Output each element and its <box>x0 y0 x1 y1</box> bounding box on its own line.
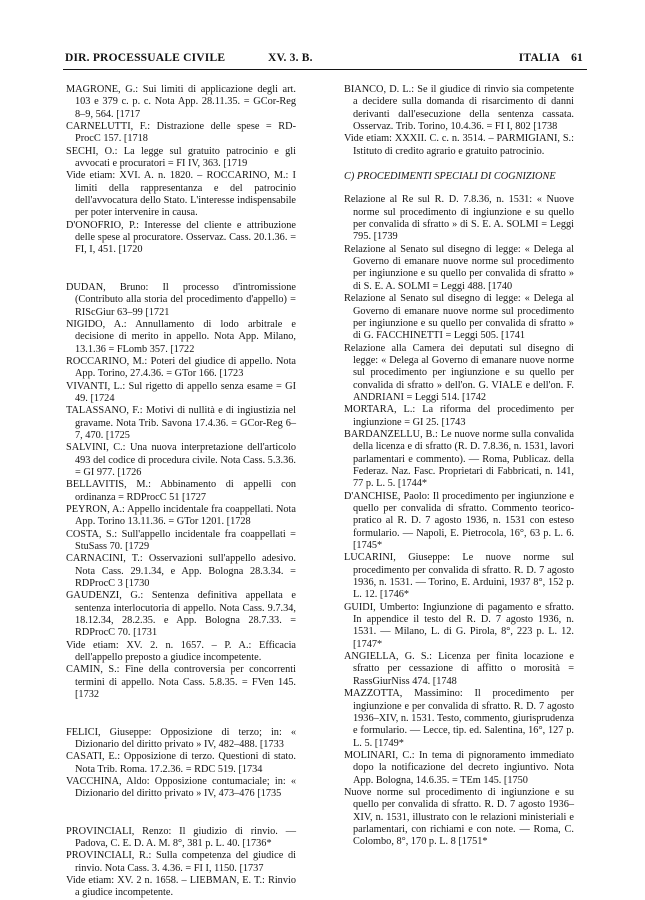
bibliography-entry: BIANCO, D. L.: Se il giudice di rinvio sia competente a decidere sulla domanda di risarcimento di danni derivanti dall'esecuzione della sentenza cassata. Osservaz. Trib. Torino, 10.4.36. = FI I, 802 [1738 <box>344 84 574 133</box>
bibliography-entry: BELLAVITIS, M.: Abbinamento di appelli con ordinanza = RDProcC 51 [1727 <box>66 479 296 503</box>
bibliography-entry: PEYRON, A.: Appello incidentale fra coappellati. Nota App. Torino 13.11.36. = GTor 1201. [1728 <box>66 504 296 528</box>
bibliography-entry: GAUDENZI, G.: Sentenza definitiva appellata e sentenza interlocutoria di appello. Nota Cass. 9.7.34, 18.12.34, 28.2.35. e App. Bologna 28.7.33. = RDProcC 70. [1731 <box>66 590 296 639</box>
running-head-classification: XV. 3. B. <box>268 52 313 64</box>
section-heading: C) PROCEDIMENTI SPECIALI DI COGNIZIONE <box>344 171 556 183</box>
bibliography-entry: Vide etiam: XV. 2 n. 1658. – LIEBMAN, E. T.: Rinvio a giudice incompetente. <box>66 874 296 899</box>
bibliography-entry: Relazione alla Camera dei deputati sul disegno di legge: « Delega al Governo di emanare nuove norme sul procedimento per ingiunzione e su quello per convalida di sfratto » dell'on. G. VIALE e dell'on. F. ANDRIANI = Leggi 514. [1742 <box>344 342 574 403</box>
bibliography-entry: VACCHINA, Aldo: Opposizione contumaciale; in: « Dizionario del diritto privato » IV, 473–476 [1735 <box>66 775 296 800</box>
bibliography-entry: PROVINCIALI, R.: Sulla competenza del giudice di rinvio. Nota Cass. 3. 4.36. = FI I, 1150. [1737 <box>66 850 296 874</box>
bibliography-entry: MOLINARI, C.: In tema di pignoramento immediato dopo la notificazione del decreto ingiuntivo. Nota App. Bologna, 14.6.35. = TEm 145. [1750 <box>344 749 574 786</box>
bibliography-entry: COSTA, S.: Sull'appello incidentale fra coappellati = StuSass 70. [1729 <box>66 528 296 553</box>
right-column-entries <box>344 84 574 158</box>
bibliography-entry: VIVANTI, L.: Sul rigetto di appello senza esame = GI 49. [1724 <box>66 380 296 404</box>
bibliography-entry: CAMIN, S.: Fine della controversia per concorrenti termini di appello. Nota Cass. 5.8.35. = FVen 145. [1732 <box>66 664 296 701</box>
bibliography-entry: Relazione al Senato sul disegno di legge: « Delega al Governo di emanare nuove norme sul procedimento per ingiunzione e su quello per convalida di sfratto » di S. E. A. SOLMI = Leggi 488. [1740 <box>344 243 574 292</box>
bibliography-entry: D'ANCHISE, Paolo: Il procedimento per ingiunzione e quello per convalida di sfratto. Commento teorico-pratico al R. D. 7 agosto 1936, n. 1531 con esteso formulario. — Napoli, E. Pietrocola, 16°, 63 p. L. 6. [1745* <box>344 490 574 552</box>
bibliography-entry: Relazione al Senato sul disegno di legge: « Delega al Governo di emanare nuove norme sul procedimento per ingiunzione e su quello per convalida di sfratto » di G. FACCHINETTI = Leggi 505. [1741 <box>344 293 574 342</box>
bibliography-entry: CARNELUTTI, F.: Distrazione delle spese = RD-ProcC 157. [1718 <box>66 121 296 145</box>
bibliography-entry: NIGIDO, A.: Annullamento di lodo arbitrale e decisione di merito in appello. Nota App. Milano, 13.1.36 = FLomb 357. [1722 <box>66 318 296 355</box>
bibliography-entry: Vide etiam: XV. 2. n. 1657. – P. A.: Efficacia dell'appello preposto a giudice incompetente. <box>66 639 296 664</box>
bibliography-entry: FELICI, Giuseppe: Opposizione di terzo; in: « Dizionario del diritto privato » IV, 482–488. [1733 <box>66 726 296 750</box>
bibliography-entry: D'ONOFRIO, P.: Interesse del cliente e attribuzione delle spese al procuratore. Osservaz. Cass. 20.1.36. = FI, I, 451. [1720 <box>66 219 296 256</box>
bibliography-entry: Relazione al Re sul R. D. 7.8.36, n. 1531: « Nuove norme sul procedimento di ingiunzione e su quello per convalida di sfratto » di S. E. A. SOLMI = Leggi 795. [1739 <box>344 194 574 243</box>
bibliography-entry: BARDANZELLU, B.: Le nuove norme sulla convalida della licenza e di sfratto (R. D. 7.8.36, n. 1531, lavori parlamentari e commento). — Roma, Publicaz. della Federaz. Naz. Fasc. Proprietari di Fabbricati, n. 141, 77 p. L. 5. [1744* <box>344 428 574 490</box>
bibliography-entry: SECHI, O.: La legge sul gratuito patrocinio e gli avvocati e procuratori = FI IV, 363. [1719 <box>66 145 296 170</box>
running-head-section: DIR. PROCESSUALE CIVILE <box>65 52 226 64</box>
bibliography-entry: CARNACINI, T.: Osservazioni sull'appello adesivo. Nota Cass. 29.1.34, e App. Bologna 28.3.34. = RDProcC 3 [1730 <box>66 553 296 590</box>
running-head-country: ITALIA <box>518 52 560 64</box>
right-column <box>344 84 574 849</box>
bibliography-entry: Vide etiam: XVI. A. n. 1820. – ROCCARINO, M.: I limiti della rappresentanza e del patrocinio dell'avvocatura dello Stato. L'interesse indispensabile per poter intervenire in causa. <box>66 170 296 219</box>
bibliography-entry: DUDAN, Bruno: Il processo d'intromissione (Contributo alla storia del procedimento d'appello) = RIScGiur 63–99 [1721 <box>66 281 296 318</box>
bibliography-entry: MAZZOTTA, Massimino: Il procedimento per ingiunzione e per convalida di sfratto. R. D. 7 agosto 1936–XIV, n. 1531. Testo, commento, giurisprudenza e formulario. — Lecce, tip. ed. Salentina, 16°, 127 p. L. 5. [1749* <box>344 688 574 749</box>
bibliography-entry: MORTARA, L.: La riforma del procedimento per ingiunzione = GI 25. [1743 <box>344 404 574 428</box>
bibliography-entry: PROVINCIALI, Renzo: Il giudizio di rinvio. — Padova, C. E. D. A. M. 8°, 381 p. L. 40. [1736* <box>66 825 296 849</box>
bibliography-entry: ROCCARINO, M.: Poteri del giudice di appello. Nota App. Torino, 27.4.36. = GTor 166. [1723 <box>66 355 296 380</box>
bibliography-entry: Vide etiam: XXXII. C. c. n. 3514. – PARMIGIANI, S.: Istituto di credito agrario e gratuito patrocinio. <box>344 133 574 157</box>
bibliography-entry: TALASSANO, F.: Motivi di nullità e di ingiustizia nel gravame. Nota Trib. Savona 17.4.36. = GCor-Reg 6–7, 470. [1725 <box>66 405 296 441</box>
header-rule <box>63 69 587 70</box>
left-column <box>66 84 296 900</box>
bibliography-entry: SALVINI, C.: Una nuova interpretazione dell'articolo 493 del codice di procedura civile. Nota Cass. 5.3.36. = GI 977. [1726 <box>66 442 296 478</box>
bibliography-entry: GUIDI, Umberto: Ingiunzione di pagamento e sfratto. In appendice il testo del R. D. 7 agosto 1936, n. 1531. — Milano, L. di G. Pirola, 8°, 223 p. L. 12. [1747* <box>344 601 574 650</box>
right-column-section-entries <box>344 194 574 848</box>
bibliography-entry: MAGRONE, G.: Sui limiti di applicazione degli art. 103 e 379 c. p. c. Nota App. 28.11.35. = GCor-Reg 8–9, 564. [1717 <box>66 84 296 120</box>
page-number: 61 <box>571 52 583 64</box>
bibliography-entry: Nuove norme sul procedimento di ingiunzione e su quello per convalida di sfratto. R. D. 7 agosto 1936–XIV, n. 1531, illustrato con le relazioni ministeriali e parlamentari, con richiami e con note. — Roma, C. Colombo, 8°, 170 p. L. 8 [1751* <box>344 786 574 848</box>
bibliography-entry: ANGIELLA, G. S.: Licenza per finita locazione e sfratto per cessazione di affitto o morosità = RassGiurNiss 474. [1748 <box>344 651 574 687</box>
bibliography-entry: CASATI, E.: Opposizione di terzo. Questioni di stato. Nota Trib. Roma. 17.2.36. = RDC 519. [1734 <box>66 751 296 775</box>
bibliography-entry: LUCARINI, Giuseppe: Le nuove norme sul procedimento per convalida di sfratto. R. D. 7 agosto 1936, n. 1531. — Torino, E. Arduini, 1937 8°, 152 p. L. 12. [1746* <box>344 552 574 601</box>
